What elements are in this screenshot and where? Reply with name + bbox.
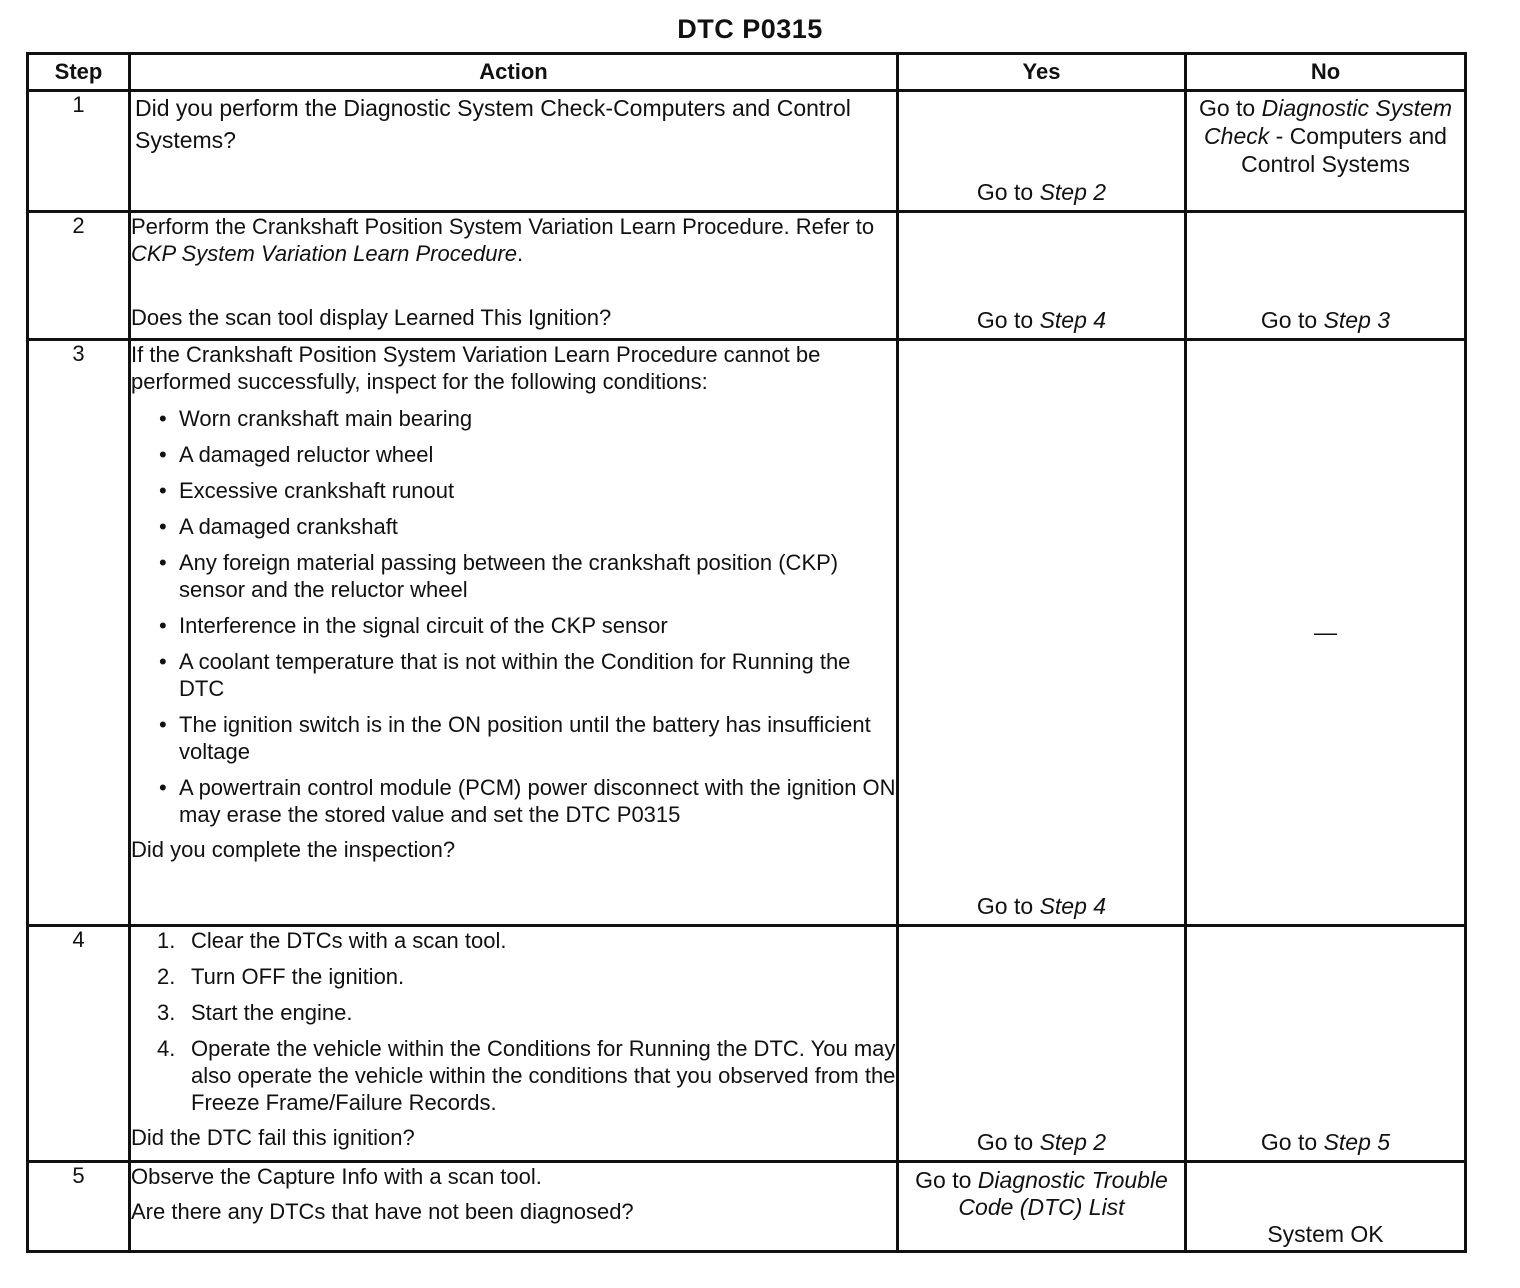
table-row xyxy=(28,91,1466,212)
action-cell xyxy=(130,1162,898,1252)
action-prefix: Perform the Crankshaft Position System Variation Learn Procedure. Refer to xyxy=(131,214,875,239)
list-item: • A coolant temperature that is not within the Condition for Running the DTC xyxy=(159,648,896,702)
yes-cell xyxy=(898,91,1186,212)
step-list xyxy=(131,927,896,1116)
condition-list xyxy=(131,405,896,828)
step-number: 1 xyxy=(28,91,130,212)
action-cell xyxy=(130,212,898,340)
table-row xyxy=(28,926,1466,1162)
no-link[interactable]: Step 3 xyxy=(1323,307,1391,333)
action-text: Observe the Capture Info with a scan tool. xyxy=(131,1164,542,1189)
list-item: • Worn crankshaft main bearing xyxy=(159,405,896,432)
no-cell xyxy=(1186,340,1466,926)
header-row xyxy=(28,54,1466,91)
item-number: 1. xyxy=(157,928,176,953)
list-item: • A damaged reluctor wheel xyxy=(159,441,896,468)
question-text: Did the DTC fail this ignition? xyxy=(131,1125,415,1150)
yes-cell xyxy=(898,926,1186,1162)
list-item xyxy=(157,999,896,1026)
yes-link[interactable]: Step 2 xyxy=(1039,179,1107,205)
yes-link[interactable]: Step 2 xyxy=(1039,1129,1107,1155)
header-action: Action xyxy=(130,54,898,91)
item-text: Clear the DTCs with a scan tool. xyxy=(191,928,507,953)
yes-prefix: Go to xyxy=(976,893,1040,919)
yes-prefix: Go to xyxy=(976,307,1040,333)
list-item xyxy=(157,1035,896,1116)
no-link[interactable]: Diagnostic System Check xyxy=(1204,95,1453,149)
yes-prefix: Go to xyxy=(976,179,1040,205)
yes-prefix: Go to xyxy=(915,1167,978,1193)
dtc-table xyxy=(26,52,1467,1253)
step-number: 5 xyxy=(28,1162,130,1252)
header-step: Step xyxy=(28,54,130,91)
list-item: • Any foreign material passing between the crankshaft position (CKP) sensor and the reluctor wheel xyxy=(159,549,896,603)
list-item xyxy=(157,927,896,954)
no-prefix: Go to xyxy=(1198,95,1262,121)
no-cell xyxy=(1186,91,1466,212)
yes-prefix: Go to xyxy=(976,1129,1040,1155)
yes-cell xyxy=(898,212,1186,340)
header-no: No xyxy=(1186,54,1466,91)
list-item xyxy=(157,963,896,990)
item-text: Operate the vehicle within the Conditions for Running the DTC. You may also operate the vehicle within the conditions that you observed from the Freeze Frame/Failure Records. xyxy=(191,1036,896,1115)
question-text: Are there any DTCs that have not been diagnosed? xyxy=(131,1199,634,1224)
action-cell xyxy=(130,91,898,212)
no-text: System OK xyxy=(1267,1221,1384,1247)
step-number: 2 xyxy=(28,212,130,340)
no-cell xyxy=(1186,1162,1466,1252)
no-cell xyxy=(1186,926,1466,1162)
step-number: 4 xyxy=(28,926,130,1162)
list-item: • The ignition switch is in the ON position until the battery has insufficient voltage xyxy=(159,711,896,765)
list-item: • Interference in the signal circuit of the CKP sensor xyxy=(159,612,896,639)
page-title: DTC P0315 xyxy=(677,14,823,44)
no-link[interactable]: Step 5 xyxy=(1323,1129,1391,1155)
question-text: Does the scan tool display Learned This Ignition? xyxy=(131,305,612,330)
table-row xyxy=(28,1162,1466,1252)
no-cell xyxy=(1186,212,1466,340)
yes-cell xyxy=(898,1162,1186,1252)
procedure-link[interactable]: CKP System Variation Learn Procedure xyxy=(131,241,517,266)
list-item: • A damaged crankshaft xyxy=(159,513,896,540)
yes-link[interactable]: Diagnostic Trouble Code (DTC) List xyxy=(958,1167,1168,1220)
item-number: 4. xyxy=(157,1036,176,1061)
intro-text: If the Crankshaft Position System Variation Learn Procedure cannot be performed successfully, inspect for the following conditions: xyxy=(131,342,821,394)
item-text: Start the engine. xyxy=(191,1000,353,1025)
list-item: • Excessive crankshaft runout xyxy=(159,477,896,504)
no-prefix: Go to xyxy=(1260,307,1324,333)
table-row xyxy=(28,212,1466,340)
list-item: • A powertrain control module (PCM) power disconnect with the ignition ON may erase the stored value and set the DTC P0315 xyxy=(159,774,896,828)
action-text xyxy=(131,213,896,267)
header-yes: Yes xyxy=(898,54,1186,91)
yes-link[interactable]: Step 4 xyxy=(1039,893,1107,919)
yes-cell xyxy=(898,340,1186,926)
no-dash: — xyxy=(1314,619,1337,645)
step-number: 3 xyxy=(28,340,130,926)
table-row xyxy=(28,340,1466,926)
no-suffix: - Computers and Control Systems xyxy=(1241,123,1447,177)
action-cell xyxy=(130,340,898,926)
no-prefix: Go to xyxy=(1260,1129,1324,1155)
action-text: Did you perform the Diagnostic System Check-Computers and Control Systems? xyxy=(135,95,851,153)
yes-link[interactable]: Step 4 xyxy=(1039,307,1107,333)
action-cell xyxy=(130,926,898,1162)
item-number: 2. xyxy=(157,964,176,989)
action-suffix: . xyxy=(517,241,524,266)
question-text: Did you complete the inspection? xyxy=(131,837,456,862)
item-text: Turn OFF the ignition. xyxy=(191,964,405,989)
item-number: 3. xyxy=(157,1000,176,1025)
